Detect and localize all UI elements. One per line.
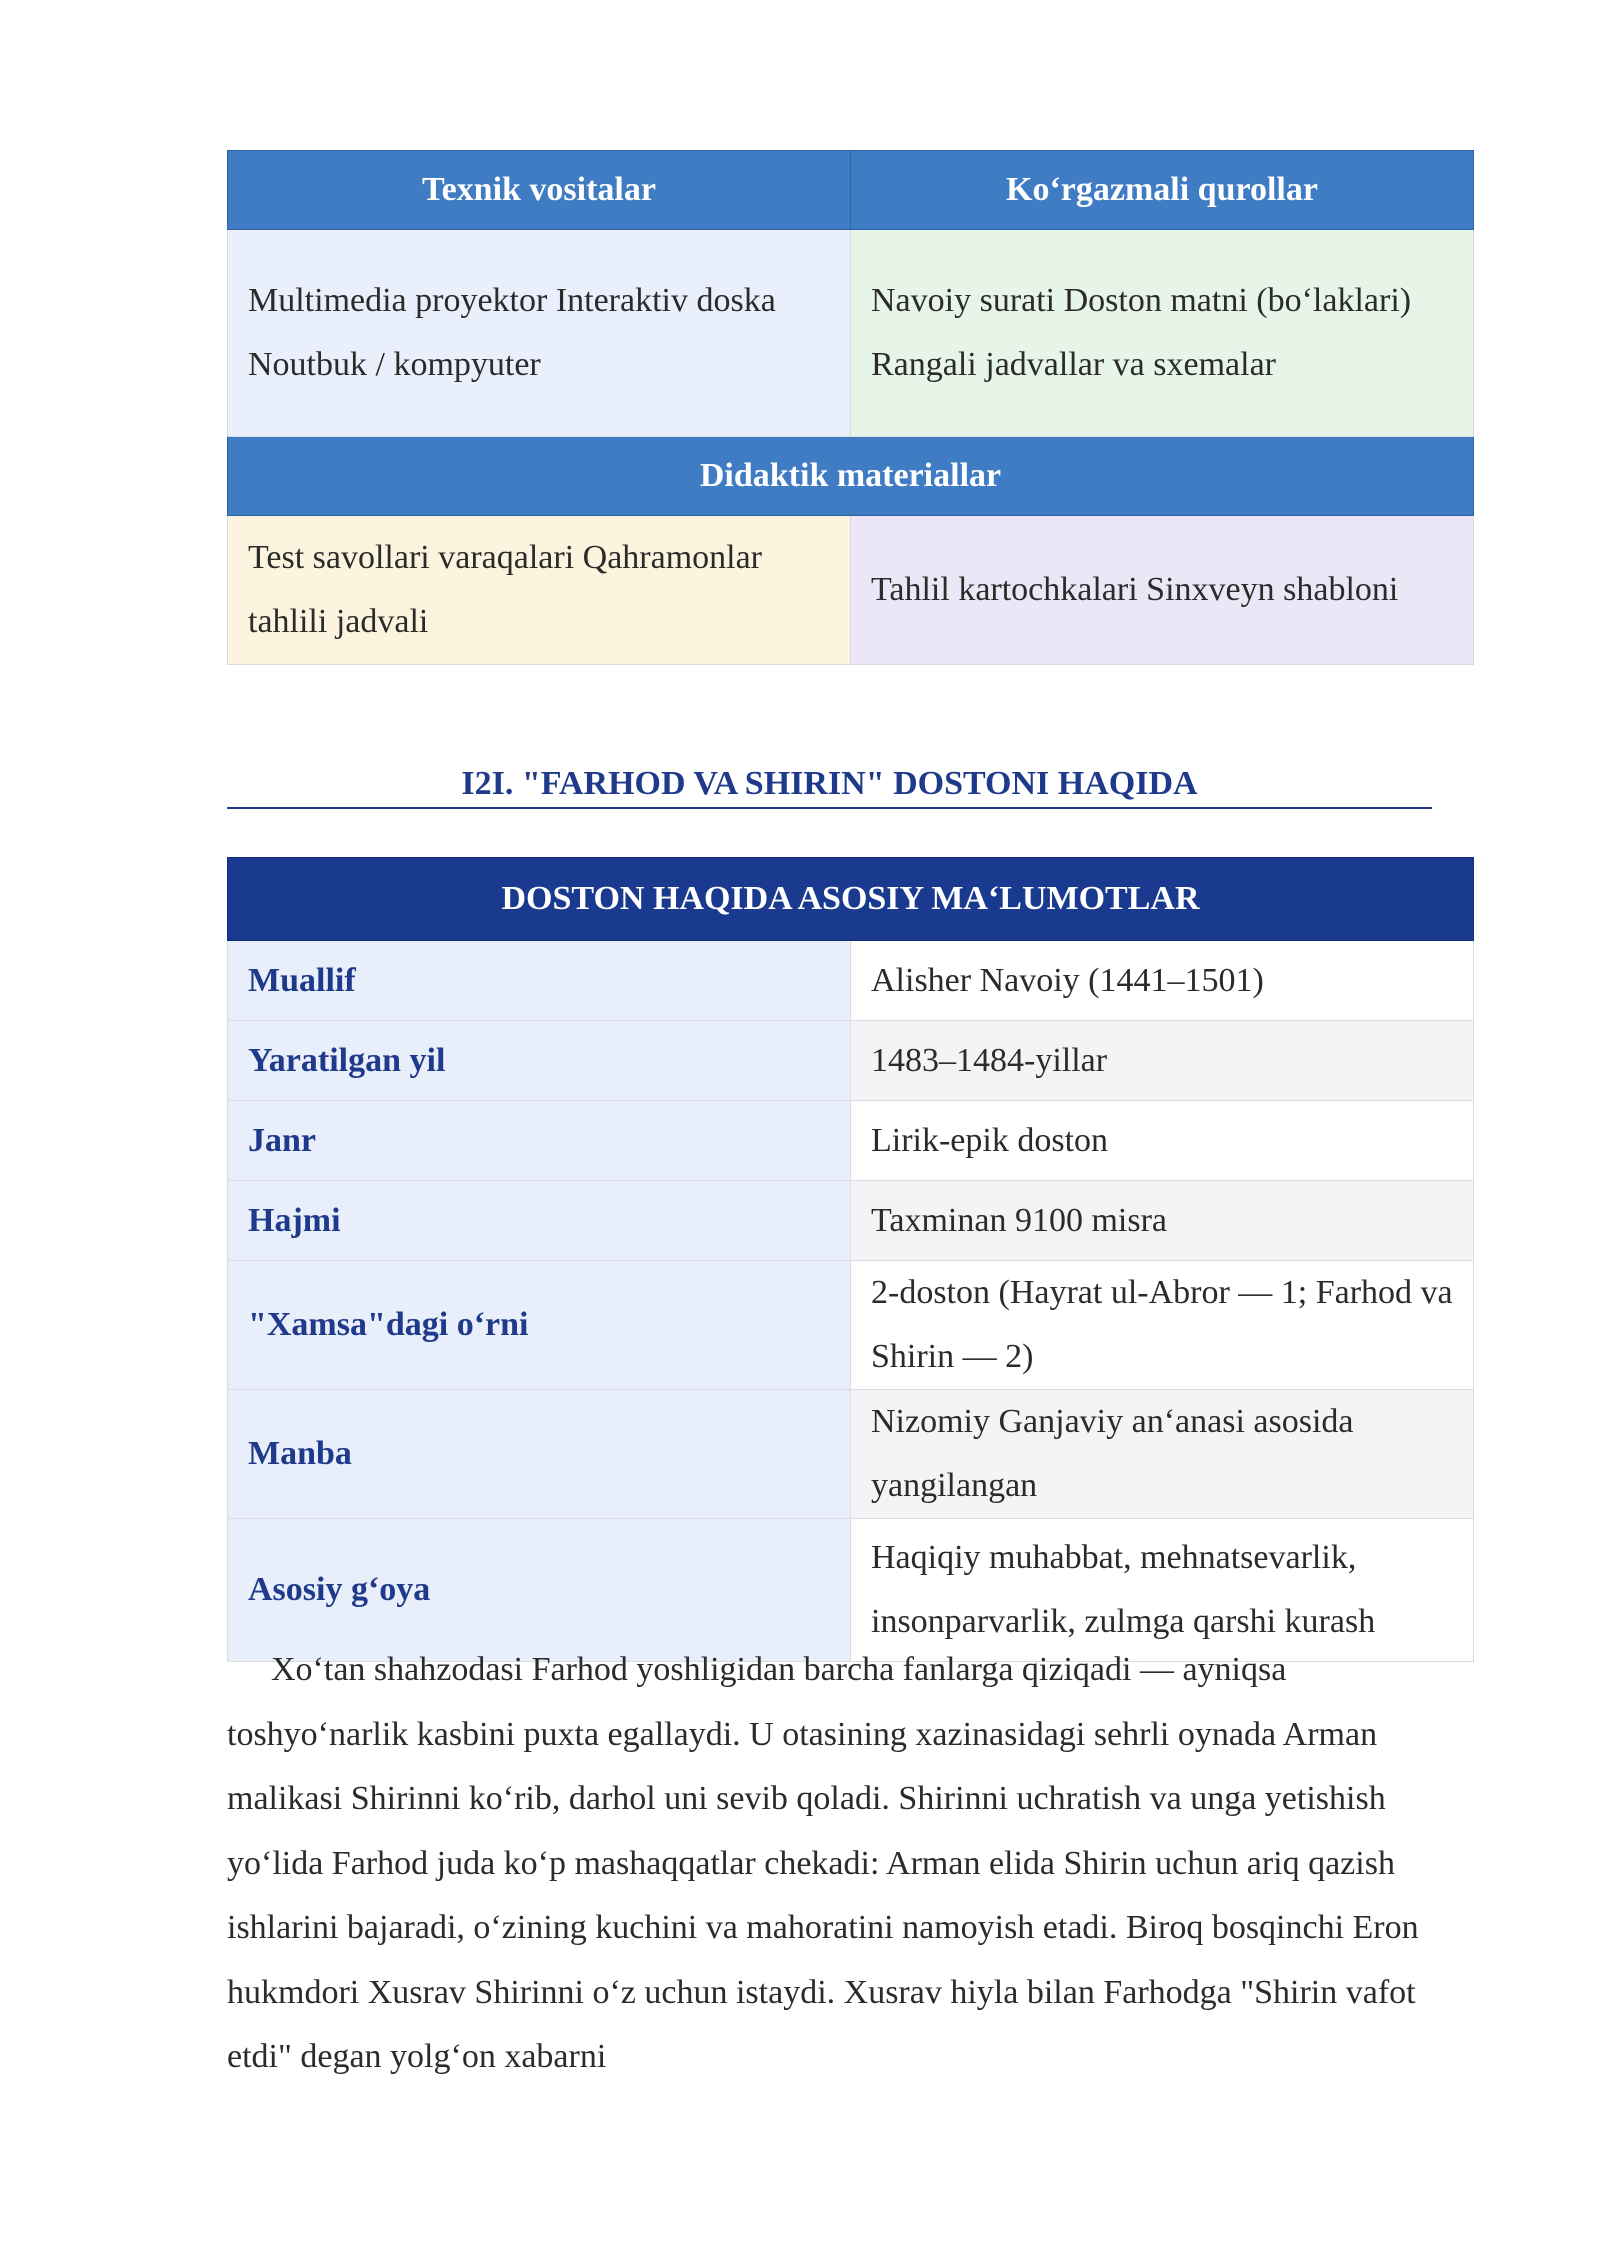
table-row bbox=[228, 1101, 1474, 1181]
info-value: 2-doston (Hayrat ul-Abror — 1; Farhod va Shirin — 2) bbox=[851, 1261, 1474, 1390]
info-value: 1483–1484-yillar bbox=[851, 1021, 1474, 1101]
table-row bbox=[228, 941, 1474, 1021]
info-value: Lirik-epik doston bbox=[851, 1101, 1474, 1181]
info-key: Hajmi bbox=[228, 1181, 851, 1261]
info-key: Asosiy g‘oya bbox=[228, 1519, 851, 1662]
analysis-cards-cell: Tahlil kartochkalari Sinxveyn shabloni bbox=[851, 516, 1474, 665]
section-title: I2I. "FARHOD VA SHIRIN" DOSTONI HAQIDA bbox=[227, 765, 1432, 809]
info-value: Taxminan 9100 misra bbox=[851, 1181, 1474, 1261]
table-row bbox=[228, 1390, 1474, 1519]
test-materials-cell: Test savollari varaqalari Qahramonlar tahlili jadvali bbox=[228, 516, 851, 665]
info-key: Yaratilgan yil bbox=[228, 1021, 851, 1101]
info-key: Muallif bbox=[228, 941, 851, 1021]
didactic-materials-header: Didaktik materiallar bbox=[228, 437, 1474, 516]
info-key: "Xamsa"dagi o‘rni bbox=[228, 1261, 851, 1390]
body-paragraph: Xo‘tan shahzodasi Farhod yoshligidan barcha fanlarga qiziqadi — ayniqsa toshyo‘narlik kasbini puxta egallaydi. U otasining xazinasidagi sehrli oynada Arman malikasi Shirinni ko‘rib, darhol uni sevib qoladi. Shirinni uchratish va unga yetishish yo‘lida Farhod juda ko‘p mashaqqatlar chekadi: Arman elida Shirin uchun ariq qazish ishlarini bajaradi, o‘zining kuchini va mahoratini namoyish etadi. Biroq bosqinchi Eron hukmdori Xusrav Shirinni o‘z uchun istaydi. Xusrav hiyla bilan Farhodga "Shirin vafot etdi" degan yolg‘on xabarni bbox=[227, 1651, 1419, 2075]
info-key: Manba bbox=[228, 1390, 851, 1519]
info-value: Nizomiy Ganjaviy an‘anasi asosida yangilangan bbox=[851, 1390, 1474, 1519]
info-key: Janr bbox=[228, 1101, 851, 1181]
doston-info-table bbox=[227, 857, 1474, 1662]
visual-aids-cell: Navoiy surati Doston matni (bo‘laklari) Rangali jadvallar va sxemalar bbox=[851, 230, 1474, 437]
table-row bbox=[228, 1261, 1474, 1390]
resources-table bbox=[227, 150, 1474, 665]
visual-aids-header: Ko‘rgazmali qurollar bbox=[851, 151, 1474, 230]
info-value: Alisher Navoiy (1441–1501) bbox=[851, 941, 1474, 1021]
info-value: Haqiqiy muhabbat, mehnatsevarlik, insonparvarlik, zulmga qarshi kurash bbox=[851, 1519, 1474, 1662]
technical-tools-header: Texnik vositalar bbox=[228, 151, 851, 230]
technical-tools-cell: Multimedia proyektor Interaktiv doska Noutbuk / kompyuter bbox=[228, 230, 851, 437]
table-row bbox=[228, 1021, 1474, 1101]
info-table-header: DOSTON HAQIDA ASOSIY MA‘LUMOTLAR bbox=[228, 858, 1474, 941]
table-row bbox=[228, 1181, 1474, 1261]
